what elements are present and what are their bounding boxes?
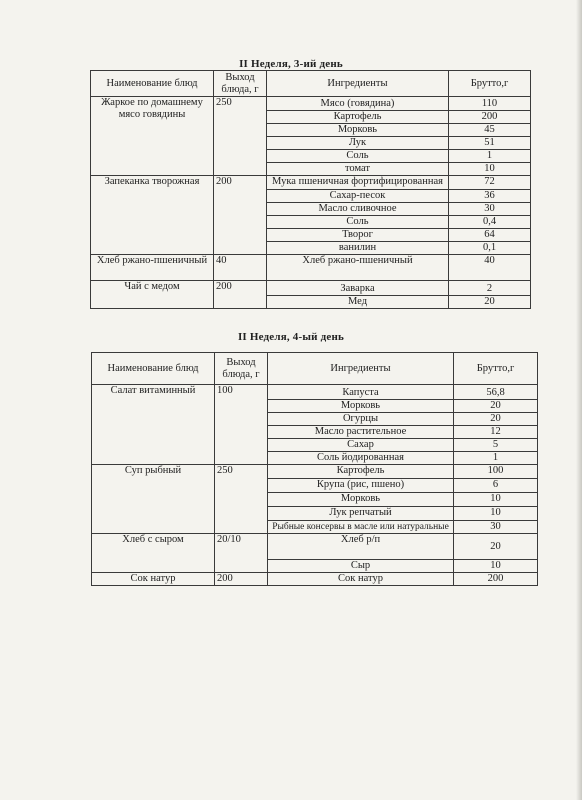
ingredient: Лук репчатый xyxy=(268,507,454,521)
ingredient: Хлеб р/п xyxy=(268,534,454,560)
header-ingredients: Ингредиенты xyxy=(268,353,454,385)
dish-name: Салат витаминный xyxy=(92,385,215,465)
ingredient: Соль йодированная xyxy=(268,452,454,465)
brutto: 10 xyxy=(454,507,538,521)
ingredient: Крупа (рис, пшено) xyxy=(268,479,454,493)
header-weight: Выход блюда, г xyxy=(215,353,268,385)
ingredient: Заварка xyxy=(267,281,449,296)
ingredient: Хлеб ржано-пшеничный xyxy=(267,255,449,281)
brutto: 6 xyxy=(454,479,538,493)
ingredient: Морковь xyxy=(268,493,454,507)
ingredient: Лук xyxy=(267,137,449,150)
ingredient: Капуста xyxy=(268,385,454,400)
dish-name: Сок натур xyxy=(92,573,215,586)
brutto: 20 xyxy=(454,400,538,413)
table-header-row xyxy=(92,353,538,385)
header-ingredients: Ингредиенты xyxy=(267,71,449,97)
table-row xyxy=(92,573,538,586)
brutto: 12 xyxy=(454,426,538,439)
dish-name: Жаркое по домашнему мясо говядины xyxy=(91,97,214,176)
brutto: 2 xyxy=(449,281,531,296)
brutto: 5 xyxy=(454,439,538,452)
brutto: 10 xyxy=(449,163,531,176)
table-row xyxy=(91,97,531,111)
brutto: 72 xyxy=(449,176,531,190)
table-row xyxy=(91,281,531,296)
ingredient: томат xyxy=(267,163,449,176)
table-row xyxy=(92,385,538,400)
ingredient: Рыбные консервы в масле или натуральные xyxy=(268,521,454,534)
brutto: 20 xyxy=(454,413,538,426)
brutto: 200 xyxy=(454,573,538,586)
table-row xyxy=(91,176,531,190)
dish-name: Запеканка творожная xyxy=(91,176,214,255)
header-dish: Наименование блюд xyxy=(92,353,215,385)
ingredient: Огурцы xyxy=(268,413,454,426)
ingredient: Картофель xyxy=(267,111,449,124)
brutto: 36 xyxy=(449,190,531,203)
dish-weight: 100 xyxy=(215,385,268,465)
ingredient: Масло сливочное xyxy=(267,203,449,216)
day-4-title: II Неделя, 4-ый день xyxy=(237,331,345,343)
brutto: 20 xyxy=(454,534,538,560)
dish-name: Хлеб ржано-пшеничный xyxy=(91,255,214,281)
dish-name: Хлеб с сыром xyxy=(92,534,215,573)
brutto: 10 xyxy=(454,560,538,573)
dish-weight: 200 xyxy=(214,281,267,309)
brutto: 200 xyxy=(449,111,531,124)
page-edge-shadow xyxy=(576,0,582,800)
brutto: 30 xyxy=(449,203,531,216)
day-4-menu-table xyxy=(91,352,538,586)
dish-weight: 200 xyxy=(214,176,267,255)
ingredient: Мед xyxy=(267,296,449,309)
brutto: 110 xyxy=(449,97,531,111)
brutto: 100 xyxy=(454,465,538,479)
brutto: 1 xyxy=(454,452,538,465)
brutto: 0,4 xyxy=(449,216,531,229)
brutto: 20 xyxy=(449,296,531,309)
header-brutto: Брутто,г xyxy=(454,353,538,385)
dish-name: Суп рыбный xyxy=(92,465,215,534)
day-3-menu-table xyxy=(90,70,531,309)
ingredient: Сахар xyxy=(268,439,454,452)
ingredient: ванилин xyxy=(267,242,449,255)
ingredient: Мука пшеничная фортифицированная xyxy=(267,176,449,190)
ingredient: Сахар-песок xyxy=(267,190,449,203)
ingredient: Соль xyxy=(267,216,449,229)
brutto: 40 xyxy=(449,255,531,281)
ingredient: Сыр xyxy=(268,560,454,573)
ingredient: Мясо (говядина) xyxy=(267,97,449,111)
table-row xyxy=(92,465,538,479)
brutto: 0,1 xyxy=(449,242,531,255)
ingredient: Масло растительное xyxy=(268,426,454,439)
ingredient: Творог xyxy=(267,229,449,242)
header-dish: Наименование блюд xyxy=(91,71,214,97)
ingredient: Морковь xyxy=(267,124,449,137)
header-brutto: Брутто,г xyxy=(449,71,531,97)
brutto: 56,8 xyxy=(454,385,538,400)
brutto: 45 xyxy=(449,124,531,137)
dish-name: Чай с медом xyxy=(91,281,214,309)
header-weight: Выход блюда, г xyxy=(214,71,267,97)
brutto: 1 xyxy=(449,150,531,163)
dish-weight: 40 xyxy=(214,255,267,281)
brutto: 10 xyxy=(454,493,538,507)
brutto: 64 xyxy=(449,229,531,242)
table-row xyxy=(91,255,531,281)
brutto: 51 xyxy=(449,137,531,150)
ingredient: Морковь xyxy=(268,400,454,413)
day-3-title: II Неделя, 3-ий день xyxy=(239,58,343,70)
table-row xyxy=(92,534,538,560)
dish-weight: 20/10 xyxy=(215,534,268,573)
ingredient: Соль xyxy=(267,150,449,163)
brutto: 30 xyxy=(454,521,538,534)
table-header-row xyxy=(91,71,531,97)
ingredient: Картофель xyxy=(268,465,454,479)
dish-weight: 250 xyxy=(215,465,268,534)
dish-weight: 200 xyxy=(215,573,268,586)
dish-weight: 250 xyxy=(214,97,267,176)
ingredient: Сок натур xyxy=(268,573,454,586)
